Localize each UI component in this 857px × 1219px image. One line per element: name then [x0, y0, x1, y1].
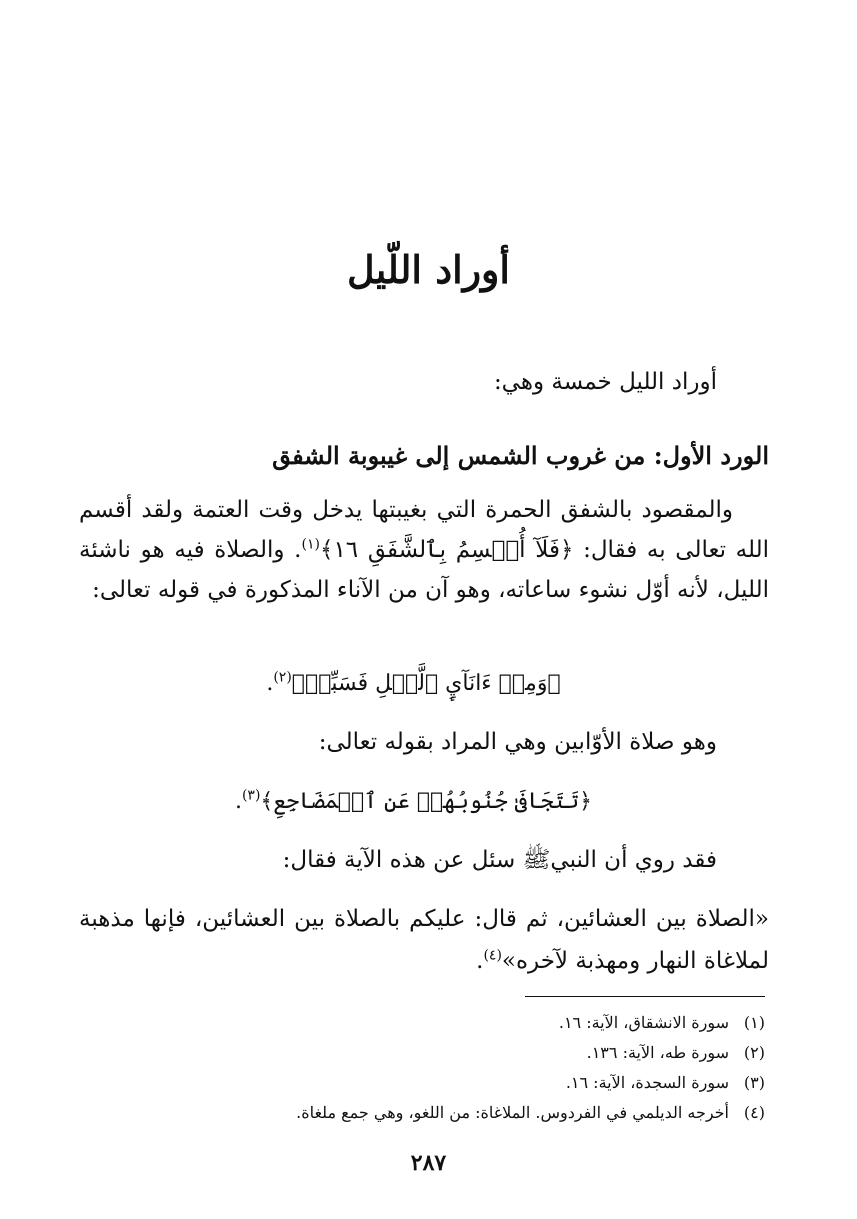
footnote-number: (٢): [743, 1043, 765, 1062]
footnote-ref-2: (٢): [273, 669, 292, 686]
verse-1-end: .: [266, 671, 274, 696]
footnote-text: سورة طه، الآية: ١٣٦.: [586, 1043, 729, 1062]
footnotes: [105, 1008, 765, 1128]
footnote-ref-3: (٣): [241, 787, 261, 804]
footnote-text: سورة السجدة، الآية: ١٦.: [565, 1073, 729, 1092]
footnote-divider: [525, 996, 765, 997]
footnote-text: أخرجه الديلمي في الفردوس. الملاغاة: من اللغو، وهي جمع ملغاة.: [296, 1103, 729, 1122]
footnote-2: [105, 1038, 765, 1068]
footnote-text: سورة الانشقاق، الآية: ١٦.: [558, 1013, 729, 1032]
hadith-end: .: [476, 948, 484, 974]
verse-2-text: ﴿تَتَجَافَىٰ جُنُوبُهُمۡ عَنِ ٱلۡمَضَاجِعِ﴾: [260, 789, 593, 814]
text-line-narration: فقد روي أن النبيﷺ سئل عن هذه الآية فقال:: [282, 847, 717, 873]
footnote-number: (٣): [743, 1073, 765, 1092]
footnote-ref-4: (٤): [483, 947, 502, 964]
text-line-awwabin: وهو صلاة الأوّابين وهي المراد بقوله تعالى:: [318, 729, 717, 755]
footnote-number: (١): [743, 1013, 765, 1032]
quran-verse-1: [0, 664, 857, 704]
intro-line: أوراد الليل خمسة وهي:: [493, 369, 717, 395]
page-number: ٢٨٧: [410, 1150, 447, 1176]
hadith-quote: [79, 898, 769, 982]
paragraph-1-text-a: والمقصود بالشفق الحمرة التي بغيبتها يدخل وقت العتمة ولقد أقسم الله تعالى به فقال: ﴿فَلَآ أُقۡسِمُ بِٱلشَّفَقِ ١٦﴾: [79, 497, 769, 563]
hadith-text: «الصلاة بين العشائين، ثم قال: عليكم بالصلاة بين العشائين، فإنها مذهبة لملاغاة النهار ومهذبة لآخره»: [79, 906, 769, 974]
paragraph-1-text-b: . والصلاة فيه هو ناشئة الليل، لأنه أوّل نشوء ساعاته، وهو آن من الآناء المذكورة في قوله تعالى:: [79, 537, 769, 603]
footnote-number: (٤): [743, 1103, 765, 1122]
verse-1-text: ﴿وَمِنۡ ءَانَآيِٕ ٱلَّيۡلِ فَسَبِّحۡ﴾: [291, 671, 561, 696]
paragraph-1: [79, 490, 769, 610]
section-heading: الورد الأول: من غروب الشمس إلى غيبوبة الشفق: [272, 441, 769, 470]
footnote-4: [105, 1098, 765, 1128]
quran-verse-2: [0, 782, 857, 822]
footnote-3: [105, 1068, 765, 1098]
footnote-ref-1: (١): [301, 536, 320, 553]
page-title: أوراد اللّيل: [347, 247, 510, 292]
verse-2-end: .: [234, 789, 242, 814]
footnote-1: [105, 1008, 765, 1038]
